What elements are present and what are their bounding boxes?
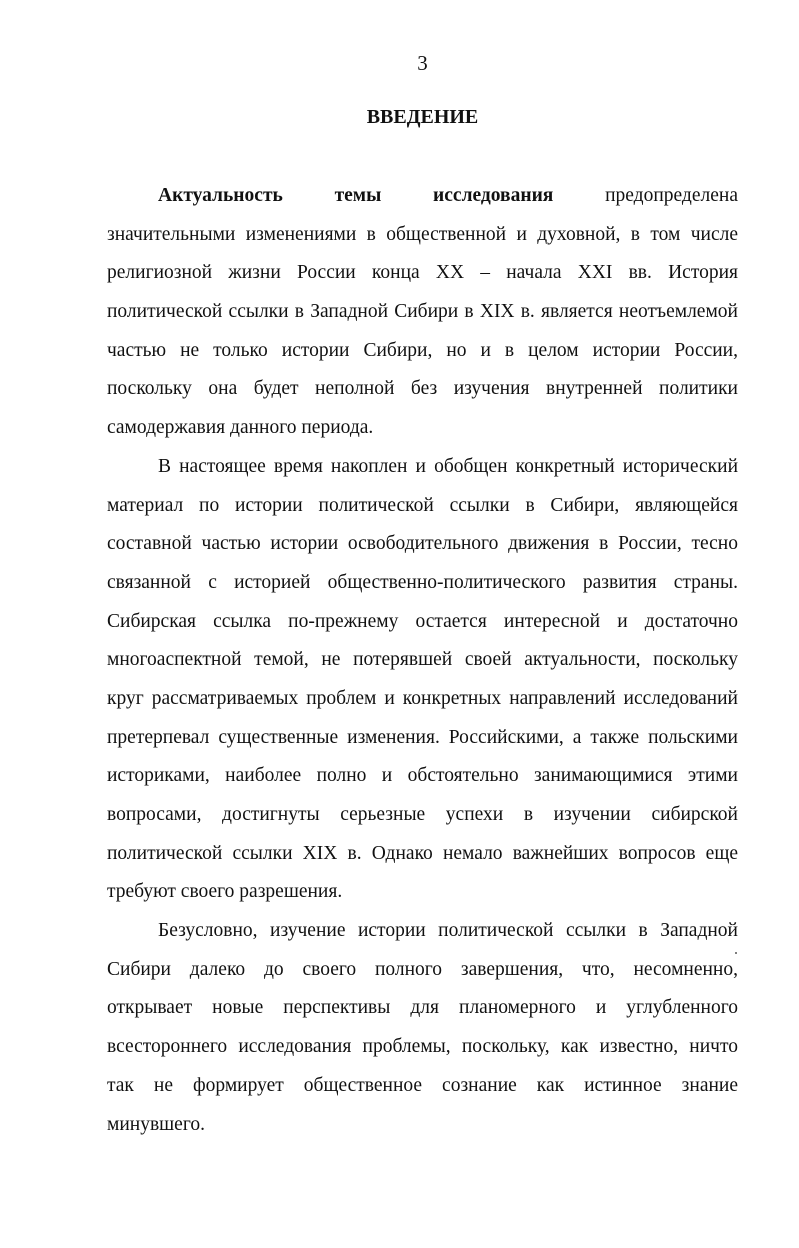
text-line: самодержавия данного периода. [107, 417, 374, 439]
text-line: требуют своего разрешения. [107, 881, 343, 903]
text-line: так не формирует общественное сознание как истинное знание [107, 1074, 738, 1096]
text-line: материал по истории политической ссылки в Сибири, являющейся [107, 494, 738, 516]
bold-lead: Актуальность темы исследования [158, 185, 554, 206]
text-line: всестороннего исследования проблемы, поскольку, как известно, ничто [107, 1036, 738, 1058]
text-line: Сибири далеко до своего полного завершения, что, несомненно, [107, 958, 738, 980]
document-body [107, 177, 738, 1144]
lead-rest: предопределена [605, 185, 738, 206]
paragraph-1 [107, 177, 738, 448]
text-line: политической ссылки XIX в. Однако немало важнейших вопросов еще [107, 842, 738, 864]
page-title: ВВЕДЕНИЕ [366, 106, 479, 128]
text-line: открывает новые перспективы для планомерного и углубленного [107, 997, 738, 1019]
text-line: политической ссылки в Западной Сибири в XIX в. является неотъемлемой [107, 301, 738, 323]
text-line: претерпевал существенные изменения. Российскими, а также польскими [107, 726, 738, 748]
text-line: минувшего. [107, 1113, 205, 1135]
scan-speck [735, 952, 737, 954]
text-line: составной частью истории освободительного движения в России, тесно [107, 533, 738, 555]
text-line: вопросами, достигнуты серьезные успехи в изучении сибирской [107, 804, 738, 825]
text-line: историками, наиболее полно и обстоятельно занимающимися этими [107, 765, 738, 787]
text-line: религиозной жизни России конца XX – начала XXI вв. История [107, 262, 738, 284]
text-line: поскольку она будет неполной без изучения внутренней политики [107, 378, 738, 400]
text-line: Безусловно, изучение истории политической ссылки в Западной [158, 920, 738, 942]
text-line: многоаспектной темой, не потерявшей своей актуальности, поскольку [107, 649, 738, 671]
page-number: 3 [417, 51, 428, 75]
paragraph-3 [107, 912, 738, 1144]
text-line: В настоящее время накоплен и обобщен конкретный исторический [158, 455, 738, 477]
text-line [107, 177, 738, 216]
text-line: Сибирская ссылка по-прежнему остается интересной и достаточно [107, 610, 738, 632]
text-line: связанной с историей общественно-политического развития страны. [107, 571, 738, 593]
text-line: круг рассматриваемых проблем и конкретных направлений исследований [107, 687, 738, 709]
text-line: частью не только истории Сибири, но и в целом истории России, [107, 339, 738, 361]
text-line: значительными изменениями в общественной и духовной, в том числе [107, 223, 738, 245]
paragraph-2 [107, 448, 738, 912]
